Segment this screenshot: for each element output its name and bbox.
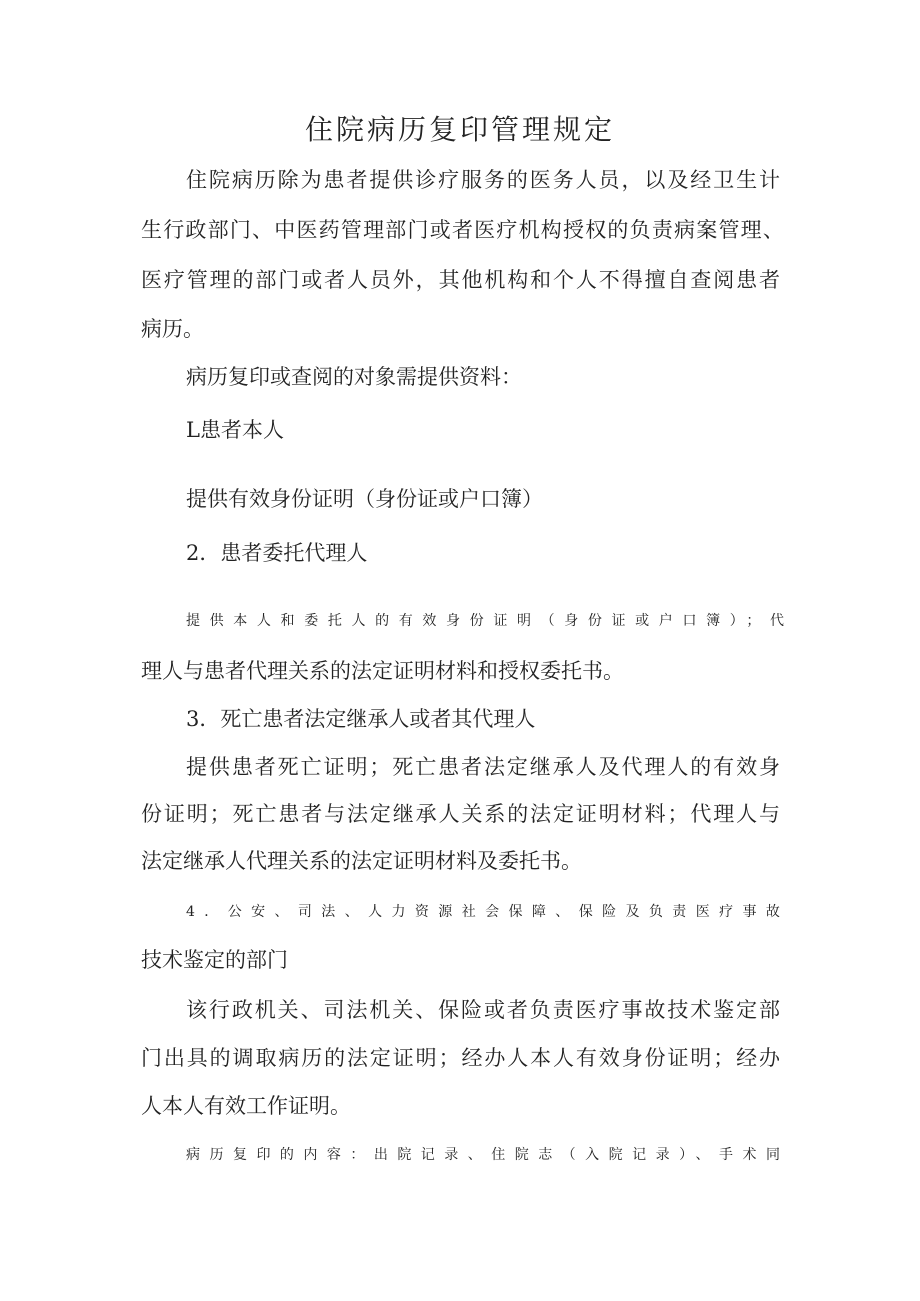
paragraph-line: 提供患者死亡证明；死亡患者法定继承人及代理人的有效身 [186,755,782,779]
paragraph-line: 病历。 [141,317,204,341]
list-heading: 4．公安、司法、人力资源社会保障、保险及负责医疗事故 [186,904,790,920]
paragraph-line: 生行政部门、中医药管理部门或者医疗机构授权的负责病案管理、 [141,218,786,242]
paragraph-line: 法定继承人代理关系的法定证明材料及委托书。 [141,849,582,873]
paragraph-line: 理人与患者代理关系的法定证明材料和授权委托书。 [141,659,624,683]
paragraph-line: 门出具的调取病历的法定证明；经办人本人有效身份证明；经办 [141,1046,782,1070]
paragraph-line: 人本人有效工作证明。 [141,1094,351,1118]
paragraph-line: 提供有效身份证明（身份证或户口簿） [186,487,543,511]
list-heading: 2．患者委托代理人 [186,541,368,565]
paragraph-line: 病历复印或查阅的对象需提供资料： [186,365,522,389]
paragraph-line: 病历复印的内容：出院记录、住院志（入院记录）、手术同 [186,1147,790,1163]
list-heading: 技术鉴定的部门 [141,948,288,972]
paragraph-line: 该行政机关、司法机关、保险或者负责医疗事故技术鉴定部 [186,998,782,1022]
paragraph-line: 份证明；死亡患者与法定继承人关系的法定证明材料；代理人与 [141,802,782,826]
paragraph-line: 住院病历除为患者提供诊疗服务的医务人员，以及经卫生计 [186,168,782,192]
list-heading: 3．死亡患者法定继承人或者其代理人 [186,707,536,731]
document-title: 住院病历复印管理规定 [304,113,615,146]
list-heading: L患者本人 [186,418,284,442]
paragraph-line: 提供本人和委托人的有效身份证明（身份证或户口簿）；代 [186,613,794,629]
paragraph-line: 医疗管理的部门或者人员外，其他机构和个人不得擅自查阅患者 [141,268,782,292]
